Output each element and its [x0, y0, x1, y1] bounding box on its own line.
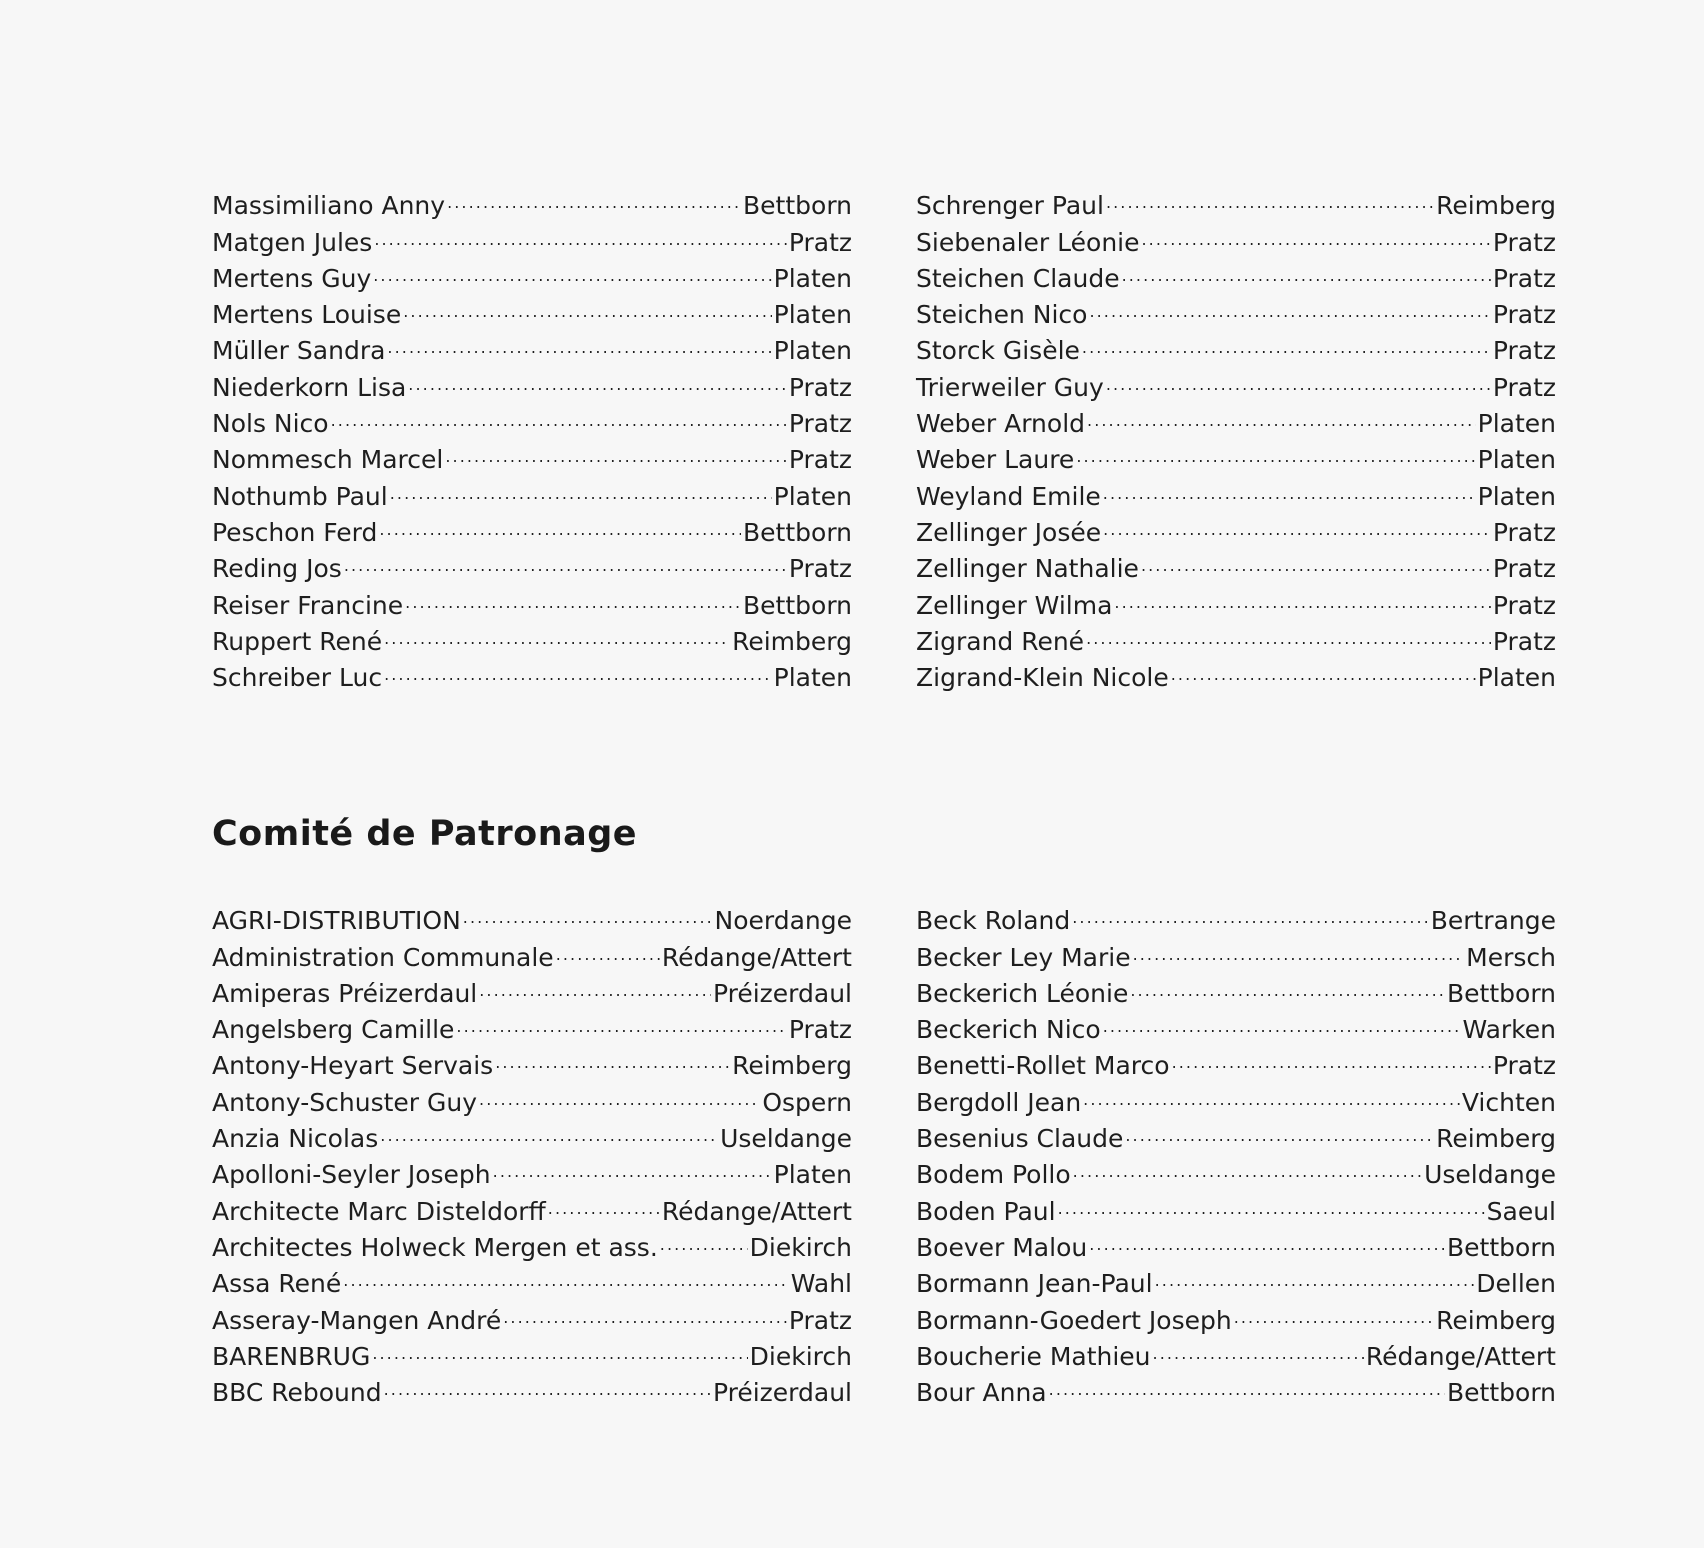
entry-name: Trierweiler Guy [916, 372, 1104, 402]
entry-name: Massimiliano Anny [212, 191, 446, 221]
entry-place: Pratz [1492, 517, 1556, 547]
entry-name: Boever Malou [916, 1232, 1088, 1262]
dot-leader [384, 1365, 711, 1401]
entry-place: Bettborn [1447, 1378, 1556, 1408]
dot-leader [405, 577, 741, 613]
dot-leader [479, 1074, 760, 1110]
entry-place: Reimberg [1436, 1305, 1556, 1335]
dot-leader [384, 614, 730, 650]
dot-leader [372, 1329, 747, 1365]
dot-leader [1049, 1365, 1445, 1401]
dot-leader [1114, 577, 1490, 613]
dot-leader [1083, 1074, 1460, 1110]
dot-leader [1076, 432, 1475, 468]
dot-leader [1106, 359, 1491, 395]
dot-leader [1122, 251, 1491, 287]
sponsor-list-left [212, 893, 852, 1408]
dot-leader [331, 396, 787, 432]
dot-leader [495, 1038, 730, 1074]
entry-place: Diekirch [749, 1232, 852, 1262]
name-list-top-left [212, 178, 852, 693]
entry-name: Nols Nico [212, 409, 329, 439]
entry-name: Anzia Nicolas [212, 1124, 379, 1154]
entry-place: Pratz [788, 227, 852, 257]
dot-leader [456, 1002, 786, 1038]
entry-name: Zellinger Wilma [916, 590, 1113, 620]
entry-name: Schreiber Luc [212, 663, 383, 693]
dot-leader [1153, 1329, 1364, 1365]
sponsor-list-right [916, 893, 1556, 1408]
entry-name: Apolloni-Seyler Joseph [212, 1160, 491, 1190]
entry-place: Platen [1477, 481, 1556, 511]
entry-place: Platen [773, 336, 852, 366]
dot-leader [463, 893, 713, 929]
dot-leader [1103, 505, 1491, 541]
entry-place: Vichten [1461, 1087, 1556, 1117]
dot-leader [408, 359, 787, 395]
entry-place: Pratz [788, 554, 852, 584]
entry-name: Benetti-Rollet Marco [916, 1051, 1170, 1081]
dot-leader [1125, 1111, 1434, 1147]
dot-leader [556, 929, 660, 965]
entry-place: Reimberg [732, 1051, 852, 1081]
dot-leader [1073, 1147, 1422, 1183]
entry-name: Beckerich Léonie [916, 978, 1129, 1008]
entry-name: Boucherie Mathieu [916, 1341, 1151, 1371]
entry-name: Architecte Marc Disteldorff [212, 1196, 546, 1226]
dot-leader [1086, 614, 1491, 650]
entry-name: Peschon Ferd [212, 517, 378, 547]
entry-place: Mersch [1466, 942, 1556, 972]
entry-name: Bormann-Goedert Joseph [916, 1305, 1232, 1335]
name-list-top-right [916, 178, 1556, 693]
entry-place: Pratz [1492, 372, 1556, 402]
list-entry [916, 178, 1556, 221]
dot-leader [1103, 1002, 1461, 1038]
entry-place: Dellen [1476, 1269, 1556, 1299]
entry-name: Ruppert René [212, 626, 383, 656]
entry-place: Pratz [1492, 554, 1556, 584]
entry-place: Wahl [790, 1269, 852, 1299]
entry-place: Useldange [1424, 1160, 1556, 1190]
entry-place: Useldange [720, 1124, 852, 1154]
dot-leader [373, 251, 771, 287]
entry-name: Asseray-Mangen André [212, 1305, 502, 1335]
entry-place: Noerdange [714, 906, 852, 936]
entry-place: Pratz [1492, 1051, 1556, 1081]
entry-name: Amiperas Préizerdaul [212, 978, 478, 1008]
entry-place: Rédange/Attert [1365, 1341, 1556, 1371]
entry-place: Platen [1477, 409, 1556, 439]
dot-leader [1082, 323, 1491, 359]
entry-place: Pratz [1492, 336, 1556, 366]
entry-place: Pratz [788, 409, 852, 439]
dot-leader [447, 178, 741, 214]
entry-place: Reimberg [1436, 191, 1556, 221]
entry-place: Pratz [1492, 300, 1556, 330]
entry-name: Architectes Holweck Mergen et ass. [212, 1232, 658, 1262]
entry-name: Mertens Guy [212, 263, 372, 293]
entry-name: Becker Ley Marie [916, 942, 1131, 972]
entry-name: Bodem Pollo [916, 1160, 1071, 1190]
list-entry [212, 178, 852, 221]
section-heading: Comité de Patronage [212, 814, 638, 854]
dot-leader [1155, 1256, 1475, 1292]
entry-name: Weyland Emile [916, 481, 1101, 511]
entry-place: Rédange/Attert [661, 942, 852, 972]
dot-leader [387, 323, 771, 359]
entry-place: Ospern [762, 1087, 852, 1117]
dot-leader [379, 505, 741, 541]
dot-leader [660, 1220, 748, 1256]
entry-place: Pratz [1492, 263, 1556, 293]
entry-place: Bettborn [743, 517, 852, 547]
dot-leader [1106, 178, 1434, 214]
entry-name: Beck Roland [916, 906, 1071, 936]
entry-place: Diekirch [749, 1341, 852, 1371]
dot-leader [344, 541, 787, 577]
entry-name: Nommesch Marcel [212, 445, 444, 475]
dot-leader [1103, 468, 1476, 504]
dot-leader [1072, 893, 1428, 929]
entry-name: Steichen Nico [916, 300, 1088, 330]
entry-name: Antony-Heyart Servais [212, 1051, 494, 1081]
entry-place: Platen [773, 481, 852, 511]
entry-place: Pratz [788, 445, 852, 475]
entry-name: Bormann Jean-Paul [916, 1269, 1153, 1299]
dot-leader [390, 468, 772, 504]
entry-name: AGRI-DISTRIBUTION [212, 906, 461, 936]
entry-place: Pratz [1492, 227, 1556, 257]
dot-leader [374, 214, 787, 250]
entry-name: Niederkorn Lisa [212, 372, 407, 402]
entry-name: Storck Gisèle [916, 336, 1080, 366]
entry-name: Zellinger Josée [916, 517, 1102, 547]
dot-leader [493, 1147, 772, 1183]
entry-place: Rédange/Attert [661, 1196, 852, 1226]
dot-leader [1130, 966, 1445, 1002]
entry-place: Platen [773, 300, 852, 330]
dot-leader [1058, 1183, 1485, 1219]
entry-name: Nothumb Paul [212, 481, 388, 511]
list-entry [916, 893, 1556, 936]
entry-name: Schrenger Paul [916, 191, 1104, 221]
entry-name: BARENBRUG [212, 1341, 371, 1371]
entry-place: Bettborn [1447, 1232, 1556, 1262]
entry-place: Préizerdaul [712, 978, 852, 1008]
entry-name: Zigrand René [916, 626, 1085, 656]
dot-leader [1133, 929, 1465, 965]
dot-leader [403, 287, 771, 323]
entry-name: Boden Paul [916, 1196, 1056, 1226]
entry-place: Pratz [1492, 590, 1556, 620]
entry-place: Platen [1477, 445, 1556, 475]
entry-place: Platen [773, 663, 852, 693]
entry-name: BBC Rebound [212, 1378, 382, 1408]
dot-leader [503, 1292, 787, 1328]
entry-place: Warken [1462, 1015, 1556, 1045]
dot-leader [1142, 214, 1491, 250]
entry-name: Administration Communale [212, 942, 554, 972]
entry-name: Beckerich Nico [916, 1015, 1101, 1045]
entry-name: Siebenaler Léonie [916, 227, 1140, 257]
entry-name: Zellinger Nathalie [916, 554, 1139, 584]
entry-place: Pratz [1492, 626, 1556, 656]
entry-place: Platen [773, 263, 852, 293]
entry-name: Weber Arnold [916, 409, 1086, 439]
dot-leader [1141, 541, 1491, 577]
entry-place: Saeul [1486, 1196, 1556, 1226]
entry-place: Platen [1477, 663, 1556, 693]
entry-place: Bertrange [1430, 906, 1556, 936]
entry-name: Matgen Jules [212, 227, 373, 257]
entry-place: Bettborn [743, 590, 852, 620]
entry-place: Platen [773, 1160, 852, 1190]
dot-leader [380, 1111, 718, 1147]
entry-name: Zigrand-Klein Nicole [916, 663, 1169, 693]
dot-leader [343, 1256, 788, 1292]
dot-leader [479, 966, 711, 1002]
entry-name: Steichen Claude [916, 263, 1120, 293]
dot-leader [1089, 287, 1490, 323]
entry-place: Préizerdaul [712, 1378, 852, 1408]
entry-name: Bour Anna [916, 1378, 1047, 1408]
dot-leader [1171, 650, 1476, 686]
entry-name: Müller Sandra [212, 336, 386, 366]
entry-name: Mertens Louise [212, 300, 402, 330]
entry-place: Bettborn [743, 191, 852, 221]
entry-name: Reiser Francine [212, 590, 404, 620]
entry-place: Pratz [788, 372, 852, 402]
entry-name: Assa René [212, 1269, 342, 1299]
dot-leader [1087, 396, 1476, 432]
dot-leader [445, 432, 786, 468]
entry-name: Reding Jos [212, 554, 342, 584]
entry-name: Bergdoll Jean [916, 1087, 1082, 1117]
dot-leader [1089, 1220, 1445, 1256]
dot-leader [384, 650, 772, 686]
entry-place: Pratz [788, 1015, 852, 1045]
entry-name: Weber Laure [916, 445, 1075, 475]
entry-name: Antony-Schuster Guy [212, 1087, 478, 1117]
list-entry [212, 893, 852, 936]
dot-leader [1234, 1292, 1434, 1328]
entry-name: Angelsberg Camille [212, 1015, 455, 1045]
dot-leader [548, 1183, 660, 1219]
entry-name: Besenius Claude [916, 1124, 1124, 1154]
entry-place: Reimberg [1436, 1124, 1556, 1154]
entry-place: Pratz [788, 1305, 852, 1335]
entry-place: Reimberg [732, 626, 852, 656]
entry-place: Bettborn [1447, 978, 1556, 1008]
dot-leader [1172, 1038, 1491, 1074]
